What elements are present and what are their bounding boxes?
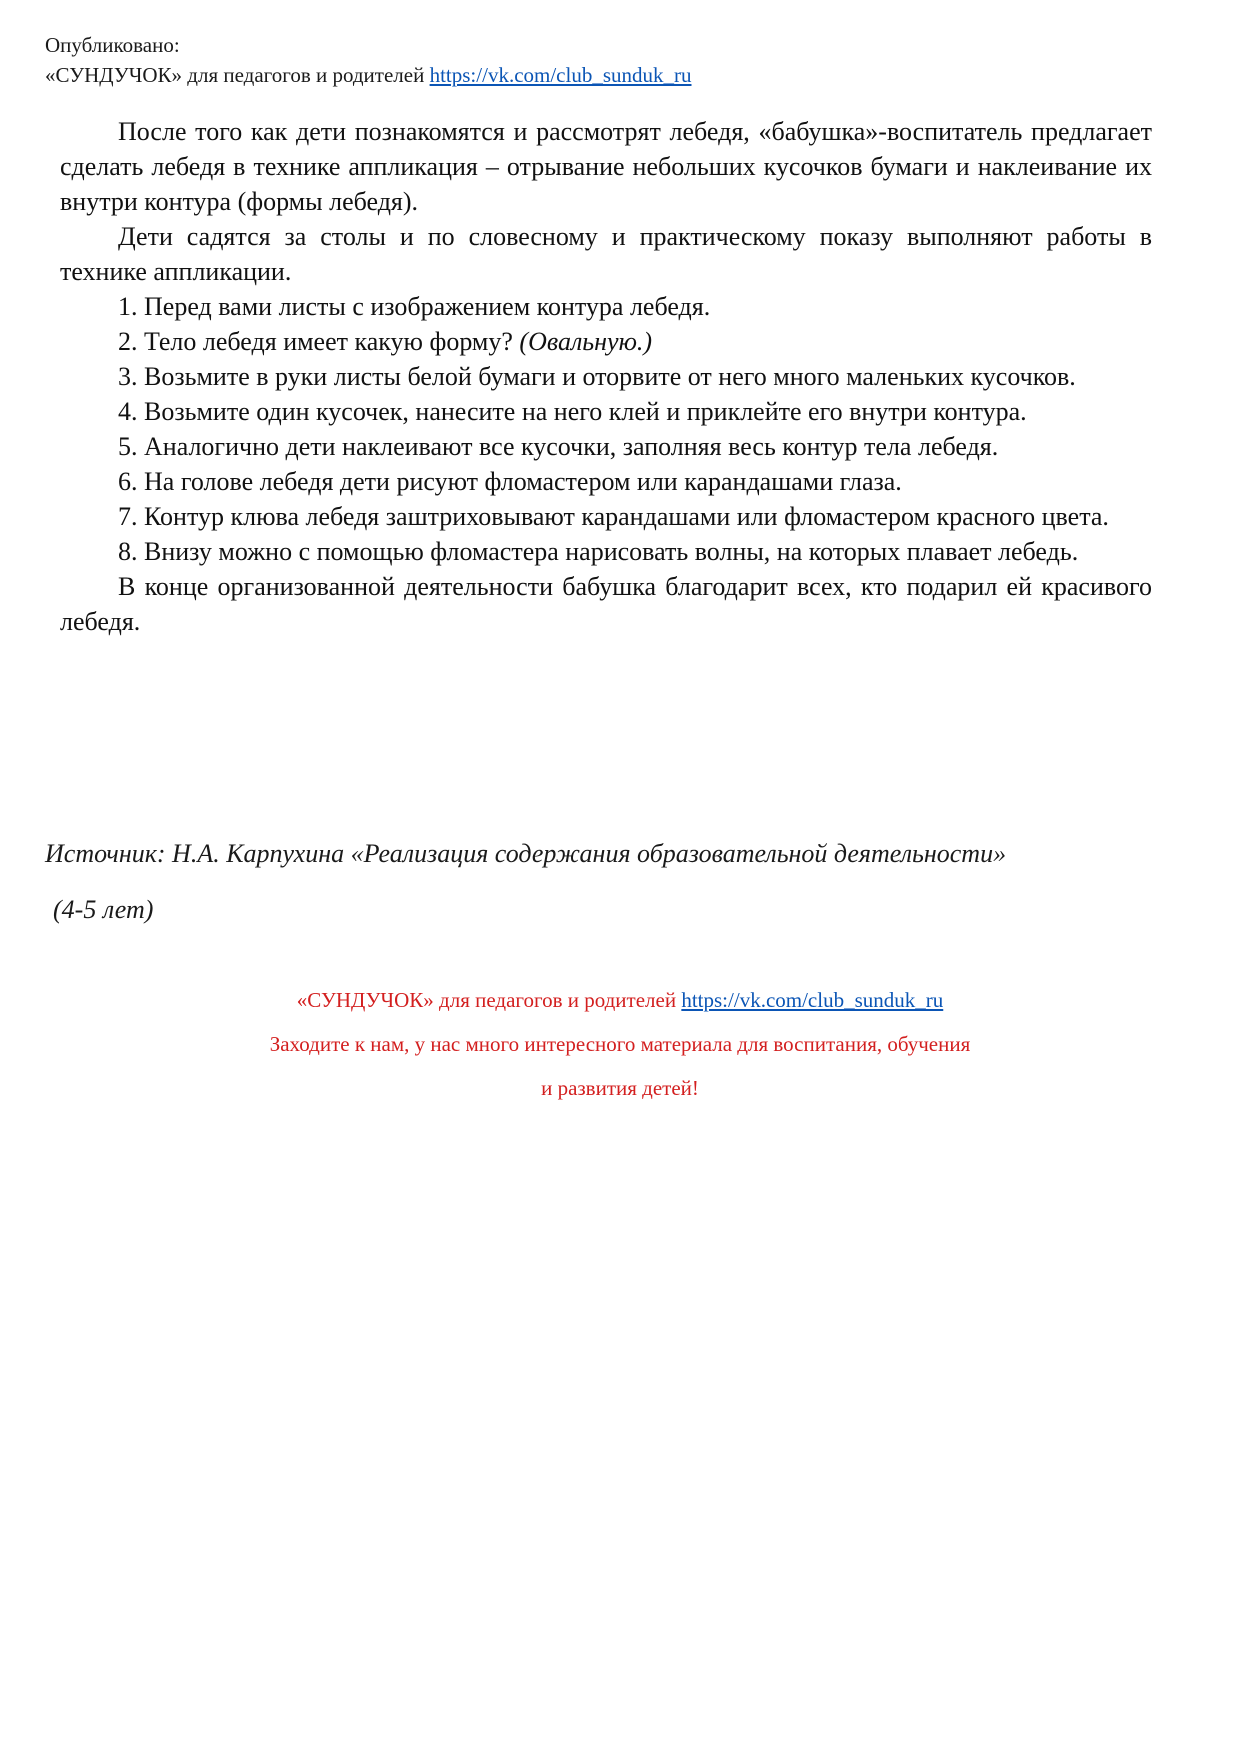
step-item: 3. Возьмите в руки листы белой бумаги и оторвите от него много маленьких кусочков. xyxy=(118,362,1076,391)
footer-invite-line-1: Заходите к нам, у нас много интересного материала для воспитания, обучения xyxy=(269,1032,971,1056)
step-item xyxy=(60,324,1152,359)
footer-club-link[interactable]: https://vk.com/club_sunduk_ru xyxy=(681,988,944,1012)
step-text: 2. Тело лебедя имеет какую форму? xyxy=(118,327,513,356)
conclusion-paragraph: В конце организованной деятельности бабушка благодарит всех, кто подарил ей красивого лебедя. xyxy=(60,572,1152,636)
footer-club-text: «СУНДУЧОК» для педагогов и родителей xyxy=(296,988,677,1012)
source-citation xyxy=(45,826,1205,938)
footer-promo xyxy=(0,978,1240,1110)
header-club-text: «СУНДУЧОК» для педагогов и родителей xyxy=(45,63,425,87)
published-label: Опубликовано: xyxy=(45,33,180,57)
header-club-link[interactable]: https://vk.com/club_sunduk_ru xyxy=(429,63,692,87)
source-line-2: (4-5 лет) xyxy=(53,895,154,924)
intro-paragraph-1: После того как дети познакомятся и рассмотрят лебедя, «бабушка»-воспитатель предлагает сделать лебедя в технике аппликация – отрывание небольших кусочков бумаги и наклеивание их внутри контура (формы лебедя). xyxy=(60,117,1152,216)
step-item: 6. На голове лебедя дети рисуют фломастером или карандашами глаза. xyxy=(118,467,902,496)
footer-invite-line-2: и развития детей! xyxy=(541,1076,699,1100)
footer-club-line xyxy=(0,978,1240,1022)
step-item: 4. Возьмите один кусочек, нанесите на него клей и приклейте его внутри контура. xyxy=(118,397,1027,426)
step-answer: (Овальную.) xyxy=(519,327,653,356)
step-item: 8. Внизу можно с помощью фломастера нарисовать волны, на которых плавает лебедь. xyxy=(118,537,1079,566)
main-text xyxy=(60,114,1152,639)
intro-paragraph-2: Дети садятся за столы и по словесному и практическому показу выполняют работы в технике аппликации. xyxy=(60,222,1152,286)
source-line-1: Источник: Н.А. Карпухина «Реализация содержания образовательной деятельности» xyxy=(45,839,1007,868)
header-club-line xyxy=(45,60,692,90)
step-item: 5. Аналогично дети наклеивают все кусочки, заполняя весь контур тела лебедя. xyxy=(118,432,999,461)
step-item: 1. Перед вами листы с изображением контура лебедя. xyxy=(118,292,711,321)
publication-header xyxy=(45,30,692,90)
step-item: 7. Контур клюва лебедя заштриховывают карандашами или фломастером красного цвета. xyxy=(118,502,1109,531)
